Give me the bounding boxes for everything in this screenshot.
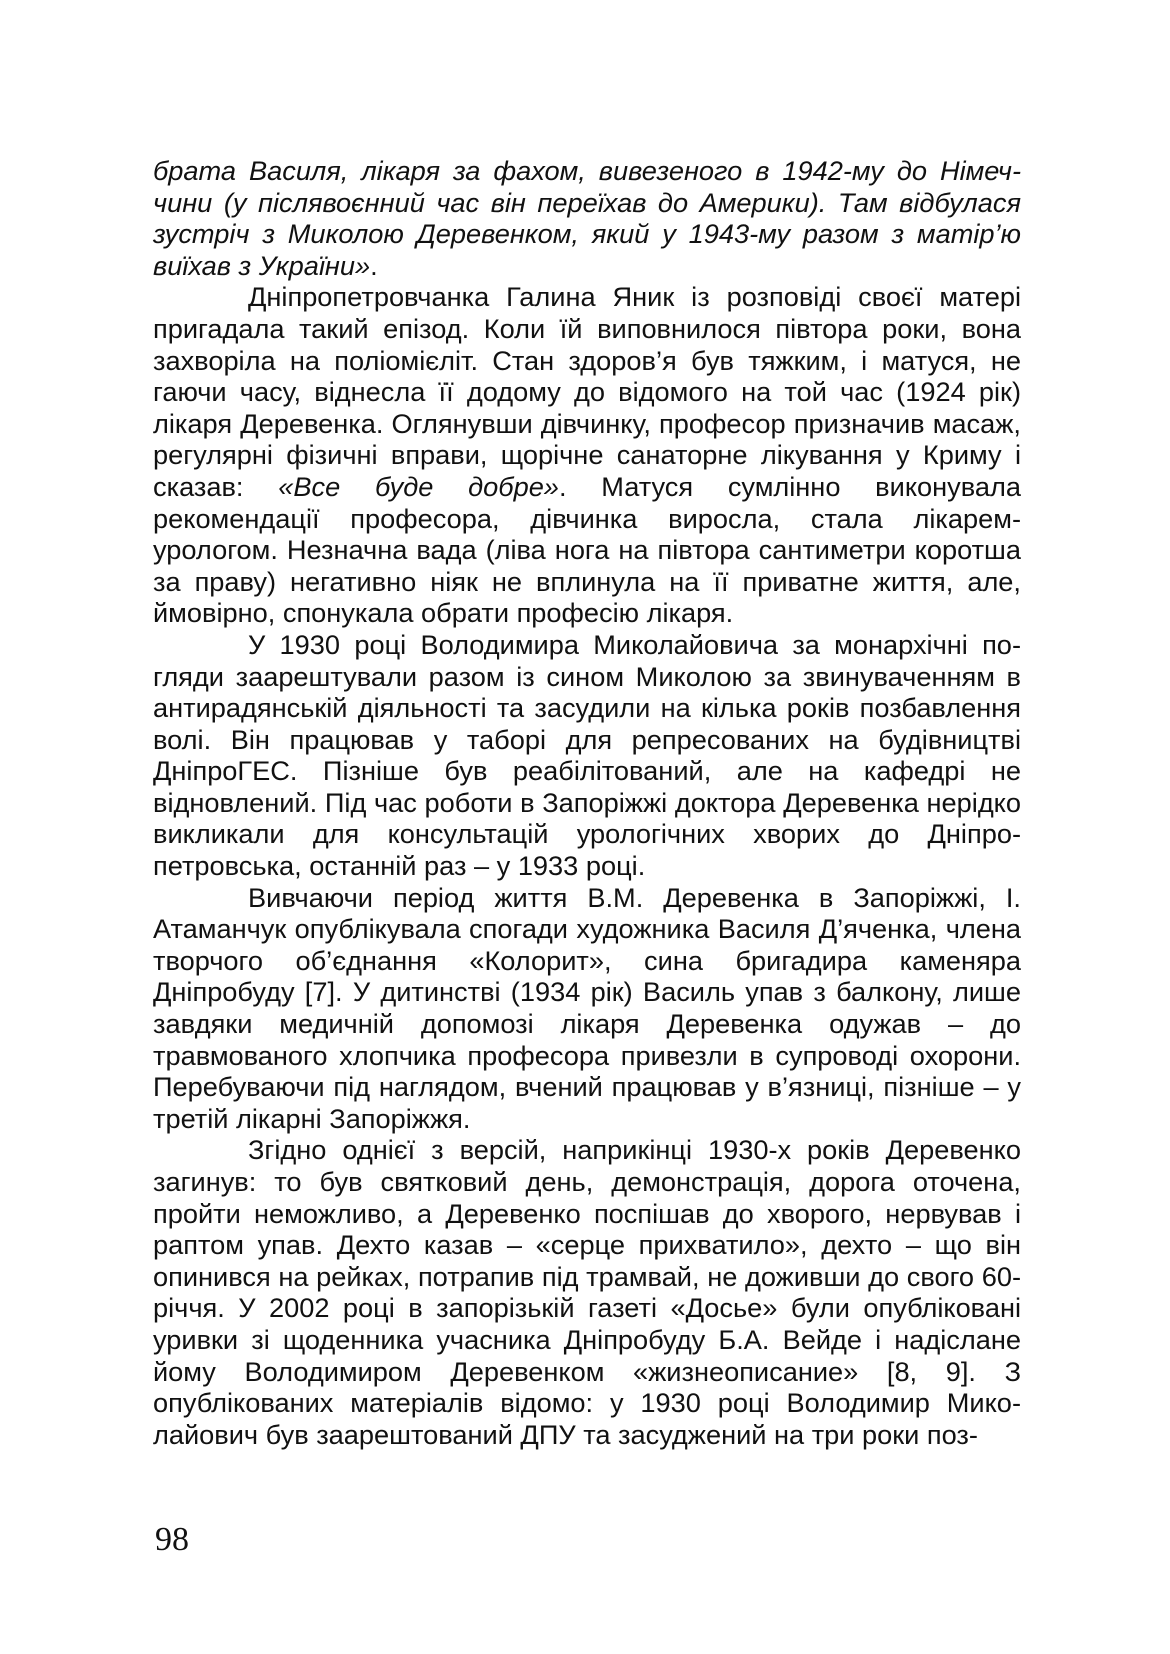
italic-quote: «Все буде добре» xyxy=(278,470,559,502)
paragraph-3: У 1930 році Володимира Миколайовича за монархічні погляди заарештували разом із сином Миколою за звинуваченням в антирадянській діяльності та засудили на кілька років позбавлення волі. Він працював у таборі для репресованих на будівництві ДніпроГЕС. Пізніше був реабілітований, але на кафедрі не відновлений. Під час роботи в Запоріжжі доктора Деревенка нерідко викликали для консультацій урологічних хворих до Дніпропетровська, останній раз – у 1933 році. xyxy=(153,628,1021,882)
italic-quote: брата Василя, лікаря за фахом, вивезеного в 1942-му до Німеччини (у післявоєнний час він переїхав до Америки). Там відбулася зустріч з Миколою Деревенком, який у 1943-му разом з матір’ю виїхав з України» xyxy=(153,155,1021,281)
paragraph-4: Вивчаючи період життя В.М. Деревенка в Запоріжжі, І. Атаманчук опублікувала спогади художника Василя Д’яченка, члена творчого об’єднання «Колорит», сина бригадира каменяра Дніпробуду [7]. У дитинстві (1934 рік) Василь упав з балкону, лише завдяки медичній допомозі лікаря Деревенка одужав – до травмованого хлопчика професора привезли в супроводі охорони. Перебуваючи під наглядом, вчений працював у в’язниці, пізніше – у третій лікарні Запоріжжя. xyxy=(153,881,1021,1134)
text-run: . xyxy=(370,249,378,281)
paragraph-5: Згідно однієї з версій, наприкінці 1930-х років Деревенко загинув: то був святковий день, демонстрація, дорога оточена, пройти неможливо, а Деревенко поспішав до хворого, нервував і раптом упав. Дехто казав – «серце прихватило», дехто – що він опинився на рейках, потрапив під трамвай, не доживши до свого 60-річчя. У 2002 році в запорізькій газеті «Досье» були опубліковані уривки зі щоденника учасника Дніпробуду Б.А. Вейде і надіслане йому Володимиром Деревенком «жизнеописание» [8, 9]. З опублікованих матеріалів відомо: у 1930 році Володимир Миколайович був заарештований ДПУ та засуджений на три роки поз- xyxy=(153,1134,1021,1450)
page-number: 98 xyxy=(155,1521,189,1558)
paragraph-1 xyxy=(153,155,1021,281)
body-text xyxy=(153,155,1021,1450)
text-run: . Матуся сумлінно виконувала рекомендації професора, дівчинка виросла, стала лікарем-урологом. Незначна вада (ліва нога на півтора сантиметри коротша за праву) негативно ніяк не вплинула на її приватне життя, але, ймовірно, спонукала обрати професію лікаря. xyxy=(153,470,1021,629)
paragraph-2 xyxy=(153,281,1021,629)
text-run: Дніпропетровчанка Галина Яник із розповіді своєї матері пригадала такий епізод. Коли їй виповнилося півтора роки, вона захворіла на поліомієліт. Стан здоров’я був тяжким, і матуся, не гаючи часу, віднесла її додому до відомого на той час (1924 рік) лікаря Деревенка. Оглянувши дівчинку, професор призначив масаж, регулярні фізичні вправи, щорічне санаторне лікування у Криму і сказав: xyxy=(153,281,1021,502)
